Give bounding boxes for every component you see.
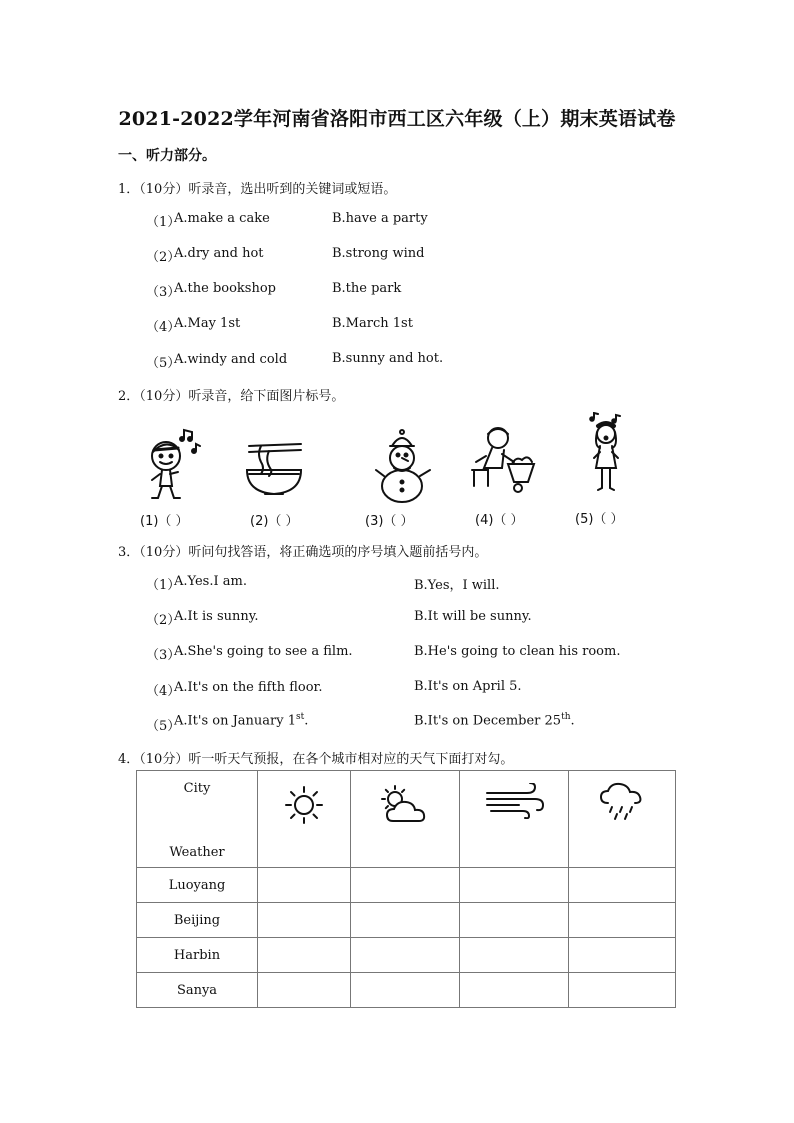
q3-option-b: B.It will be sunny. (414, 609, 532, 624)
answer-cell[interactable] (460, 868, 569, 903)
table-header-cell (351, 771, 460, 868)
picture-label: (4)（ ） (475, 513, 524, 528)
answer-cell[interactable] (460, 938, 569, 973)
header-city: City (183, 781, 211, 796)
section-heading: 一、听力部分。 (118, 148, 216, 164)
q1-option-a: A.the bookshop (174, 281, 276, 296)
picture-label: (5)（ ） (575, 512, 624, 527)
q1-option-b: B.the park (332, 281, 402, 296)
answer-cell[interactable] (258, 903, 351, 938)
answer-cell[interactable] (351, 938, 460, 973)
answer-cell[interactable] (569, 868, 676, 903)
header-weather: Weather (169, 845, 225, 860)
q3-item-num: （4） (146, 684, 181, 699)
picture-label: (2)（ ） (250, 514, 299, 529)
answer-cell[interactable] (258, 938, 351, 973)
table-header-cell (460, 771, 569, 868)
q3-item-num: （1） (146, 578, 181, 593)
q3-option-b: B.It's on December 25th. (414, 712, 575, 729)
table-header-cell (258, 771, 351, 868)
answer-cell[interactable] (569, 973, 676, 1008)
q1-option-a: A.May 1st (174, 316, 241, 331)
q1-item-num: （3） (146, 285, 181, 300)
singing-girl-icon (586, 412, 626, 500)
table-header-cell (137, 771, 258, 868)
q1-item-num: （2） (146, 250, 181, 265)
city-cell: Luoyang (137, 868, 258, 903)
table-row (137, 938, 676, 973)
q3-option-a: A.Yes.I am. (174, 574, 247, 589)
q4-prompt: 4．（10分）听一听天气预报，在各个城市相对应的天气下面打对勾。 (118, 752, 514, 767)
city-cell: Sanya (137, 973, 258, 1008)
q3-option-a: A.It is sunny. (174, 609, 259, 624)
q3-prompt: 3．（10分）听问句找答语，将正确选项的序号填入题前括号内。 (118, 545, 488, 560)
q1-prompt: 1．（10分）听录音，选出听到的关键词或短语。 (118, 182, 397, 197)
washing-clothes-icon (468, 424, 538, 500)
partly-cloudy-icon (377, 783, 433, 827)
answer-cell[interactable] (569, 938, 676, 973)
q1-option-b: B.strong wind (332, 246, 425, 261)
answer-cell[interactable] (569, 903, 676, 938)
q3-item-num: （3） (146, 648, 181, 663)
q1-option-a: A.dry and hot (174, 246, 264, 261)
table-row (137, 903, 676, 938)
table-row (137, 973, 676, 1008)
q3-option-a: A.It's on January 1st. (174, 712, 309, 729)
answer-cell[interactable] (460, 973, 569, 1008)
answer-cell[interactable] (258, 973, 351, 1008)
q3-item-num: （2） (146, 613, 181, 628)
weather-table (136, 770, 676, 1008)
table-row (137, 868, 676, 903)
rainy-icon (598, 781, 646, 821)
city-cell: Beijing (137, 903, 258, 938)
windy-icon (483, 783, 545, 819)
q3-option-b: B.Yes，I will. (414, 578, 500, 593)
answer-cell[interactable] (258, 868, 351, 903)
q2-prompt: 2．（10分）听录音，给下面图片标号。 (118, 389, 345, 404)
q1-option-b: B.sunny and hot. (332, 351, 444, 366)
sunny-icon (282, 783, 326, 827)
snowman-icon (372, 428, 434, 508)
q3-option-a: A.She's going to see a film. (174, 644, 353, 659)
q1-option-b: B.have a party (332, 211, 428, 226)
q1-item-num: （1） (146, 215, 181, 230)
q1-item-num: （4） (146, 320, 181, 335)
q1-item-num: （5） (146, 356, 181, 371)
answer-cell[interactable] (351, 868, 460, 903)
city-cell: Harbin (137, 938, 258, 973)
q3-option-b: B.He's going to clean his room. (414, 644, 621, 659)
q1-option-b: B.March 1st (332, 316, 413, 331)
picture-label: (1)（ ） (140, 514, 189, 529)
music-boy-icon (140, 428, 206, 508)
answer-cell[interactable] (351, 973, 460, 1008)
table-header-cell (569, 771, 676, 868)
picture-label: (3)（ ） (365, 514, 414, 529)
answer-cell[interactable] (351, 903, 460, 938)
q3-item-num: （5） (146, 719, 181, 734)
q3-option-a: A.It's on the fifth floor. (174, 680, 323, 695)
q1-option-a: A.windy and cold (174, 352, 288, 367)
q3-option-b: B.It's on April 5. (414, 679, 522, 694)
answer-cell[interactable] (460, 903, 569, 938)
q1-option-a: A.make a cake (174, 211, 270, 226)
page-title: 2021-2022学年河南省洛阳市西工区六年级（上）期末英语试卷 (118, 108, 676, 130)
noodles-bowl-icon (243, 440, 305, 502)
